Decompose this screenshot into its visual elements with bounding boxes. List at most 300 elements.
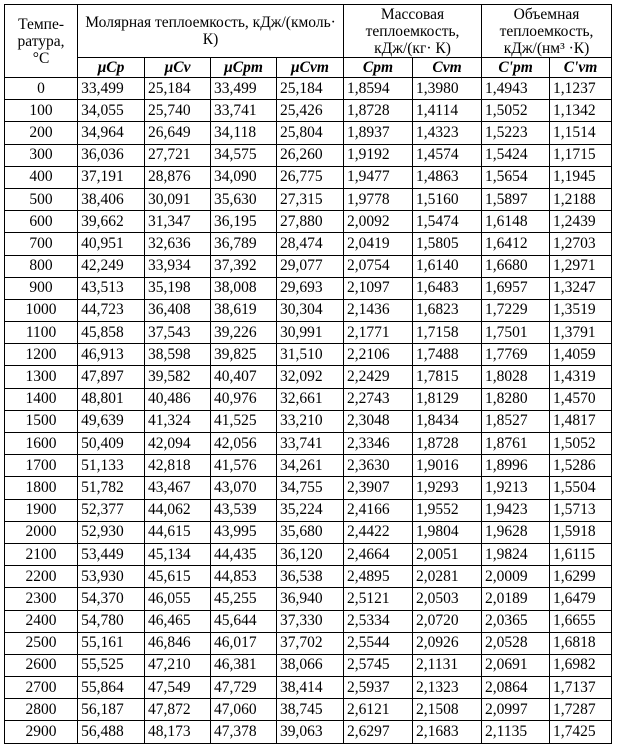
cell-temperature: 800: [5, 255, 78, 277]
cell-mu-cvm: 36,940: [276, 588, 343, 610]
cell-vol-cpm: 1,5052: [482, 100, 550, 122]
cell-mu-cp: 50,409: [78, 433, 145, 455]
cell-temperature: 2500: [5, 632, 78, 654]
cell-vol-cvm: 1,6982: [550, 654, 612, 676]
cell-mu-cp: 40,951: [78, 233, 145, 255]
cell-cpm: 2,2743: [344, 388, 413, 410]
cell-temperature: 0: [5, 78, 78, 100]
cell-mu-cvm: 34,261: [276, 455, 343, 477]
volume-heat-capacity-label: Объемная теплоемкость, кДж/(нм³ ·К): [499, 5, 594, 57]
cell-mu-cvm: 28,474: [276, 233, 343, 255]
molar-heat-capacity-header: Молярная теплоемкость, кДж/(кмоль· К): [78, 5, 344, 58]
cell-mu-cv: 35,198: [145, 277, 211, 299]
cell-cvm: 1,7815: [413, 366, 482, 388]
sub-header-mu-cp: μCp: [78, 58, 145, 78]
cell-vol-cvm: 1,6299: [550, 566, 612, 588]
cell-mu-cv: 43,467: [145, 477, 211, 499]
table-row: [5, 255, 612, 277]
cell-mu-cvm: 31,510: [276, 344, 343, 366]
cell-vol-cvm: 1,6115: [550, 543, 612, 565]
cell-cpm: 2,3048: [344, 410, 413, 432]
sub-header-mu-cvm: μCvm: [276, 58, 343, 78]
cell-temperature: 1000: [5, 299, 78, 321]
mass-heat-capacity-header: [344, 5, 482, 58]
cell-cvm: 1,8728: [413, 433, 482, 455]
cell-mu-cp: 48,801: [78, 388, 145, 410]
cell-temperature: 100: [5, 100, 78, 122]
cell-cpm: 2,5745: [344, 654, 413, 676]
cell-mu-cv: 45,134: [145, 543, 211, 565]
cell-mu-cp: 54,370: [78, 588, 145, 610]
header-subcolumn-row: [5, 58, 612, 78]
cell-mu-cpm: 47,729: [211, 677, 277, 699]
cell-mu-cpm: 33,741: [211, 100, 277, 122]
cell-mu-cp: 53,449: [78, 543, 145, 565]
cell-vol-cpm: 2,0365: [482, 610, 550, 632]
table-row: [5, 566, 612, 588]
cell-cvm: 2,1131: [413, 654, 482, 676]
cell-cvm: 1,9804: [413, 521, 482, 543]
cell-mu-cvm: 27,315: [276, 188, 343, 210]
cell-temperature: 2100: [5, 543, 78, 565]
cell-cvm: 2,0720: [413, 610, 482, 632]
cell-cpm: 2,0754: [344, 255, 413, 277]
cell-mu-cp: 56,187: [78, 699, 145, 721]
cell-temperature: 1800: [5, 477, 78, 499]
cell-mu-cvm: 29,693: [276, 277, 343, 299]
table-row: [5, 366, 612, 388]
cell-vol-cpm: 1,6957: [482, 277, 550, 299]
cell-cpm: 2,6297: [344, 721, 413, 743]
cell-temperature: 2300: [5, 588, 78, 610]
cell-mu-cv: 47,872: [145, 699, 211, 721]
table-row: [5, 699, 612, 721]
cell-vol-cpm: 1,7769: [482, 344, 550, 366]
cell-mu-cvm: 30,991: [276, 322, 343, 344]
table-row: [5, 455, 612, 477]
cell-mu-cpm: 41,576: [211, 455, 277, 477]
cell-mu-cpm: 38,619: [211, 299, 277, 321]
cell-mu-cp: 49,639: [78, 410, 145, 432]
cell-mu-cpm: 38,008: [211, 277, 277, 299]
cell-mu-cp: 42,249: [78, 255, 145, 277]
cell-cpm: 2,4422: [344, 521, 413, 543]
cell-temperature: 500: [5, 188, 78, 210]
cell-vol-cvm: 1,5504: [550, 477, 612, 499]
cell-vol-cvm: 1,2188: [550, 188, 612, 210]
cell-vol-cpm: 1,8028: [482, 366, 550, 388]
cell-mu-cvm: 32,092: [276, 366, 343, 388]
cell-mu-cv: 44,615: [145, 521, 211, 543]
cell-vol-cvm: 1,7425: [550, 721, 612, 743]
cell-mu-cpm: 34,090: [211, 166, 277, 188]
heat-capacity-table: [4, 4, 612, 744]
cell-cpm: 2,0419: [344, 233, 413, 255]
cell-mu-cv: 41,324: [145, 410, 211, 432]
cell-mu-cp: 54,780: [78, 610, 145, 632]
cell-cvm: 2,1508: [413, 699, 482, 721]
cell-vol-cpm: 1,8996: [482, 455, 550, 477]
cell-mu-cpm: 40,976: [211, 388, 277, 410]
table-row: [5, 122, 612, 144]
cell-mu-cp: 44,723: [78, 299, 145, 321]
cell-vol-cpm: 1,8527: [482, 410, 550, 432]
cell-cpm: 2,1771: [344, 322, 413, 344]
cell-vol-cpm: 2,0997: [482, 699, 550, 721]
cell-vol-cvm: 1,1715: [550, 144, 612, 166]
cell-cvm: 2,1323: [413, 677, 482, 699]
cell-cpm: 2,3907: [344, 477, 413, 499]
cell-vol-cvm: 1,4817: [550, 410, 612, 432]
cell-cvm: 1,7158: [413, 322, 482, 344]
cell-mu-cv: 46,846: [145, 632, 211, 654]
table-row: [5, 543, 612, 565]
cell-mu-cp: 46,913: [78, 344, 145, 366]
table-row: [5, 477, 612, 499]
cell-temperature: 300: [5, 144, 78, 166]
cell-mu-cpm: 46,381: [211, 654, 277, 676]
cell-vol-cvm: 1,5286: [550, 455, 612, 477]
cell-mu-cp: 47,897: [78, 366, 145, 388]
cell-vol-cpm: 1,5223: [482, 122, 550, 144]
cell-cvm: 2,0281: [413, 566, 482, 588]
cell-vol-cpm: 1,6148: [482, 211, 550, 233]
table-row: [5, 344, 612, 366]
cell-mu-cp: 37,191: [78, 166, 145, 188]
cell-mu-cv: 25,184: [145, 78, 211, 100]
mass-heat-capacity-label: Массовая теплоемкость, кДж/(кг· К): [365, 5, 460, 57]
cell-temperature: 2700: [5, 677, 78, 699]
heat-capacity-table-container: [4, 4, 612, 744]
cell-mu-cp: 36,036: [78, 144, 145, 166]
table-row: [5, 322, 612, 344]
table-row: [5, 632, 612, 654]
cell-vol-cvm: 1,6479: [550, 588, 612, 610]
cell-cpm: 2,3630: [344, 455, 413, 477]
sub-header-vol-cvm: C'vm: [550, 58, 612, 78]
cell-cvm: 2,0926: [413, 632, 482, 654]
cell-mu-cp: 34,964: [78, 122, 145, 144]
cell-mu-cvm: 25,426: [276, 100, 343, 122]
cell-vol-cpm: 2,0864: [482, 677, 550, 699]
cell-mu-cp: 53,930: [78, 566, 145, 588]
cell-temperature: 1700: [5, 455, 78, 477]
table-row: [5, 388, 612, 410]
table-row: [5, 78, 612, 100]
cell-vol-cvm: 1,3791: [550, 322, 612, 344]
cell-cpm: 2,2429: [344, 366, 413, 388]
cell-temperature: 1200: [5, 344, 78, 366]
cell-temperature: 2900: [5, 721, 78, 743]
cell-vol-cpm: 1,8761: [482, 433, 550, 455]
cell-temperature: 600: [5, 211, 78, 233]
cell-cpm: 2,4895: [344, 566, 413, 588]
cell-mu-cpm: 34,575: [211, 144, 277, 166]
cell-cpm: 2,2106: [344, 344, 413, 366]
cell-vol-cvm: 1,4059: [550, 344, 612, 366]
cell-mu-cv: 47,549: [145, 677, 211, 699]
temperature-header: Темпе-ратура, °C: [5, 5, 78, 78]
cell-mu-cp: 55,161: [78, 632, 145, 654]
header-group-row: [5, 5, 612, 58]
cell-mu-cpm: 39,825: [211, 344, 277, 366]
cell-mu-cv: 27,721: [145, 144, 211, 166]
table-row: [5, 299, 612, 321]
cell-cvm: 1,4863: [413, 166, 482, 188]
cell-mu-cv: 33,934: [145, 255, 211, 277]
table-row: [5, 610, 612, 632]
cell-cpm: 1,9192: [344, 144, 413, 166]
table-row: [5, 677, 612, 699]
cell-temperature: 2200: [5, 566, 78, 588]
cell-vol-cvm: 1,2971: [550, 255, 612, 277]
cell-mu-cvm: 38,066: [276, 654, 343, 676]
cell-cvm: 1,9293: [413, 477, 482, 499]
table-row: [5, 654, 612, 676]
cell-cpm: 2,1436: [344, 299, 413, 321]
table-header: [5, 5, 612, 78]
sub-header-cvm: Cvm: [413, 58, 482, 78]
cell-vol-cvm: 1,4570: [550, 388, 612, 410]
cell-mu-cp: 56,488: [78, 721, 145, 743]
cell-cvm: 1,9016: [413, 455, 482, 477]
cell-mu-cv: 28,876: [145, 166, 211, 188]
cell-mu-cv: 37,543: [145, 322, 211, 344]
cell-mu-cpm: 34,118: [211, 122, 277, 144]
volume-heat-capacity-header: [482, 5, 612, 58]
table-row: [5, 100, 612, 122]
cell-temperature: 2800: [5, 699, 78, 721]
cell-mu-cvm: 26,775: [276, 166, 343, 188]
table-row: [5, 211, 612, 233]
cell-mu-cvm: 39,063: [276, 721, 343, 743]
cell-vol-cvm: 1,2703: [550, 233, 612, 255]
cell-vol-cvm: 1,3519: [550, 299, 612, 321]
cell-temperature: 400: [5, 166, 78, 188]
cell-cpm: 2,1097: [344, 277, 413, 299]
cell-mu-cvm: 32,661: [276, 388, 343, 410]
cell-mu-cvm: 35,224: [276, 499, 343, 521]
cell-cpm: 2,4166: [344, 499, 413, 521]
cell-mu-cvm: 29,077: [276, 255, 343, 277]
cell-cpm: 1,9778: [344, 188, 413, 210]
cell-vol-cpm: 1,5424: [482, 144, 550, 166]
cell-mu-cpm: 35,630: [211, 188, 277, 210]
cell-vol-cpm: 1,7229: [482, 299, 550, 321]
cell-mu-cv: 25,740: [145, 100, 211, 122]
cell-cpm: 1,9477: [344, 166, 413, 188]
cell-mu-cpm: 43,539: [211, 499, 277, 521]
cell-cvm: 1,5805: [413, 233, 482, 255]
cell-mu-cpm: 44,853: [211, 566, 277, 588]
cell-mu-cpm: 42,056: [211, 433, 277, 455]
cell-mu-cpm: 47,378: [211, 721, 277, 743]
cell-mu-cpm: 36,195: [211, 211, 277, 233]
cell-mu-cv: 36,408: [145, 299, 211, 321]
cell-cvm: 1,6483: [413, 277, 482, 299]
sub-header-cpm: Cpm: [344, 58, 413, 78]
cell-temperature: 1100: [5, 322, 78, 344]
cell-mu-cvm: 33,741: [276, 433, 343, 455]
cell-vol-cpm: 1,9628: [482, 521, 550, 543]
table-row: [5, 277, 612, 299]
cell-mu-cpm: 40,407: [211, 366, 277, 388]
cell-vol-cvm: 1,1945: [550, 166, 612, 188]
cell-vol-cvm: 1,3247: [550, 277, 612, 299]
cell-mu-cpm: 39,226: [211, 322, 277, 344]
cell-vol-cvm: 1,6818: [550, 632, 612, 654]
cell-mu-cpm: 43,995: [211, 521, 277, 543]
cell-mu-cvm: 35,680: [276, 521, 343, 543]
cell-temperature: 2000: [5, 521, 78, 543]
cell-vol-cvm: 1,5918: [550, 521, 612, 543]
cell-mu-cv: 45,615: [145, 566, 211, 588]
cell-vol-cvm: 1,1514: [550, 122, 612, 144]
cell-mu-cp: 51,782: [78, 477, 145, 499]
cell-mu-cvm: 37,330: [276, 610, 343, 632]
cell-vol-cvm: 1,1237: [550, 78, 612, 100]
cell-mu-cvm: 33,210: [276, 410, 343, 432]
cell-mu-cv: 42,094: [145, 433, 211, 455]
cell-mu-cp: 55,525: [78, 654, 145, 676]
cell-mu-cvm: 36,120: [276, 543, 343, 565]
cell-cpm: 1,8937: [344, 122, 413, 144]
cell-mu-cp: 45,858: [78, 322, 145, 344]
cell-cpm: 1,8594: [344, 78, 413, 100]
cell-vol-cpm: 1,9423: [482, 499, 550, 521]
cell-mu-cpm: 41,525: [211, 410, 277, 432]
cell-mu-cv: 38,598: [145, 344, 211, 366]
sub-header-mu-cpm: μCpm: [211, 58, 277, 78]
table-row: [5, 521, 612, 543]
table-body: [5, 78, 612, 744]
cell-mu-cp: 33,499: [78, 78, 145, 100]
cell-mu-cv: 46,055: [145, 588, 211, 610]
cell-mu-cv: 46,465: [145, 610, 211, 632]
table-row: [5, 588, 612, 610]
cell-temperature: 1400: [5, 388, 78, 410]
cell-mu-cpm: 33,499: [211, 78, 277, 100]
cell-vol-cpm: 2,0528: [482, 632, 550, 654]
cell-mu-cv: 30,091: [145, 188, 211, 210]
cell-cpm: 2,5544: [344, 632, 413, 654]
cell-vol-cpm: 1,8280: [482, 388, 550, 410]
cell-cvm: 2,0503: [413, 588, 482, 610]
cell-cvm: 1,3980: [413, 78, 482, 100]
cell-cvm: 1,9552: [413, 499, 482, 521]
cell-vol-cpm: 1,4943: [482, 78, 550, 100]
cell-mu-cvm: 37,702: [276, 632, 343, 654]
cell-mu-cp: 43,513: [78, 277, 145, 299]
cell-cvm: 1,4323: [413, 122, 482, 144]
cell-mu-cpm: 46,017: [211, 632, 277, 654]
cell-mu-cvm: 25,184: [276, 78, 343, 100]
cell-mu-cv: 39,582: [145, 366, 211, 388]
cell-mu-cvm: 26,260: [276, 144, 343, 166]
cell-cpm: 2,4664: [344, 543, 413, 565]
cell-mu-cpm: 45,644: [211, 610, 277, 632]
cell-temperature: 2600: [5, 654, 78, 676]
cell-vol-cvm: 1,7137: [550, 677, 612, 699]
cell-temperature: 1300: [5, 366, 78, 388]
cell-vol-cpm: 1,5897: [482, 188, 550, 210]
cell-mu-cv: 44,062: [145, 499, 211, 521]
cell-mu-cp: 55,864: [78, 677, 145, 699]
cell-temperature: 700: [5, 233, 78, 255]
cell-cvm: 1,6140: [413, 255, 482, 277]
cell-vol-cvm: 1,5713: [550, 499, 612, 521]
cell-cpm: 1,8728: [344, 100, 413, 122]
cell-vol-cvm: 1,4319: [550, 366, 612, 388]
cell-temperature: 900: [5, 277, 78, 299]
cell-mu-cp: 52,377: [78, 499, 145, 521]
cell-mu-cvm: 27,880: [276, 211, 343, 233]
cell-temperature: 1600: [5, 433, 78, 455]
cell-mu-cvm: 25,804: [276, 122, 343, 144]
cell-mu-cp: 39,662: [78, 211, 145, 233]
cell-mu-cpm: 44,435: [211, 543, 277, 565]
cell-vol-cvm: 1,2439: [550, 211, 612, 233]
cell-mu-cvm: 34,755: [276, 477, 343, 499]
cell-cvm: 1,5160: [413, 188, 482, 210]
cell-mu-cvm: 38,414: [276, 677, 343, 699]
cell-vol-cpm: 1,6412: [482, 233, 550, 255]
cell-cvm: 1,6823: [413, 299, 482, 321]
cell-vol-cpm: 1,6680: [482, 255, 550, 277]
cell-temperature: 2400: [5, 610, 78, 632]
cell-vol-cpm: 2,0691: [482, 654, 550, 676]
cell-mu-cv: 42,818: [145, 455, 211, 477]
cell-cpm: 2,5121: [344, 588, 413, 610]
cell-mu-cv: 48,173: [145, 721, 211, 743]
table-row: [5, 721, 612, 743]
cell-mu-cv: 26,649: [145, 122, 211, 144]
cell-vol-cpm: 1,9824: [482, 543, 550, 565]
table-row: [5, 410, 612, 432]
cell-cpm: 2,5334: [344, 610, 413, 632]
cell-mu-cv: 32,636: [145, 233, 211, 255]
cell-temperature: 200: [5, 122, 78, 144]
cell-mu-cp: 38,406: [78, 188, 145, 210]
cell-mu-cvm: 36,538: [276, 566, 343, 588]
cell-vol-cpm: 1,9213: [482, 477, 550, 499]
cell-mu-cp: 34,055: [78, 100, 145, 122]
cell-mu-cp: 52,930: [78, 521, 145, 543]
cell-cpm: 2,0092: [344, 211, 413, 233]
cell-mu-cv: 47,210: [145, 654, 211, 676]
cell-vol-cvm: 1,7287: [550, 699, 612, 721]
cell-cvm: 1,4114: [413, 100, 482, 122]
table-row: [5, 188, 612, 210]
cell-vol-cpm: 2,0189: [482, 588, 550, 610]
cell-mu-cp: 51,133: [78, 455, 145, 477]
table-row: [5, 144, 612, 166]
cell-mu-cpm: 43,070: [211, 477, 277, 499]
cell-mu-cv: 40,486: [145, 388, 211, 410]
cell-vol-cpm: 2,1135: [482, 721, 550, 743]
cell-cvm: 1,4574: [413, 144, 482, 166]
cell-cpm: 2,6121: [344, 699, 413, 721]
cell-vol-cvm: 1,5052: [550, 433, 612, 455]
cell-cvm: 2,1683: [413, 721, 482, 743]
table-row: [5, 499, 612, 521]
cell-cpm: 2,3346: [344, 433, 413, 455]
cell-mu-cvm: 30,304: [276, 299, 343, 321]
cell-cvm: 2,0051: [413, 543, 482, 565]
cell-mu-cpm: 37,392: [211, 255, 277, 277]
table-row: [5, 233, 612, 255]
cell-cvm: 1,8129: [413, 388, 482, 410]
